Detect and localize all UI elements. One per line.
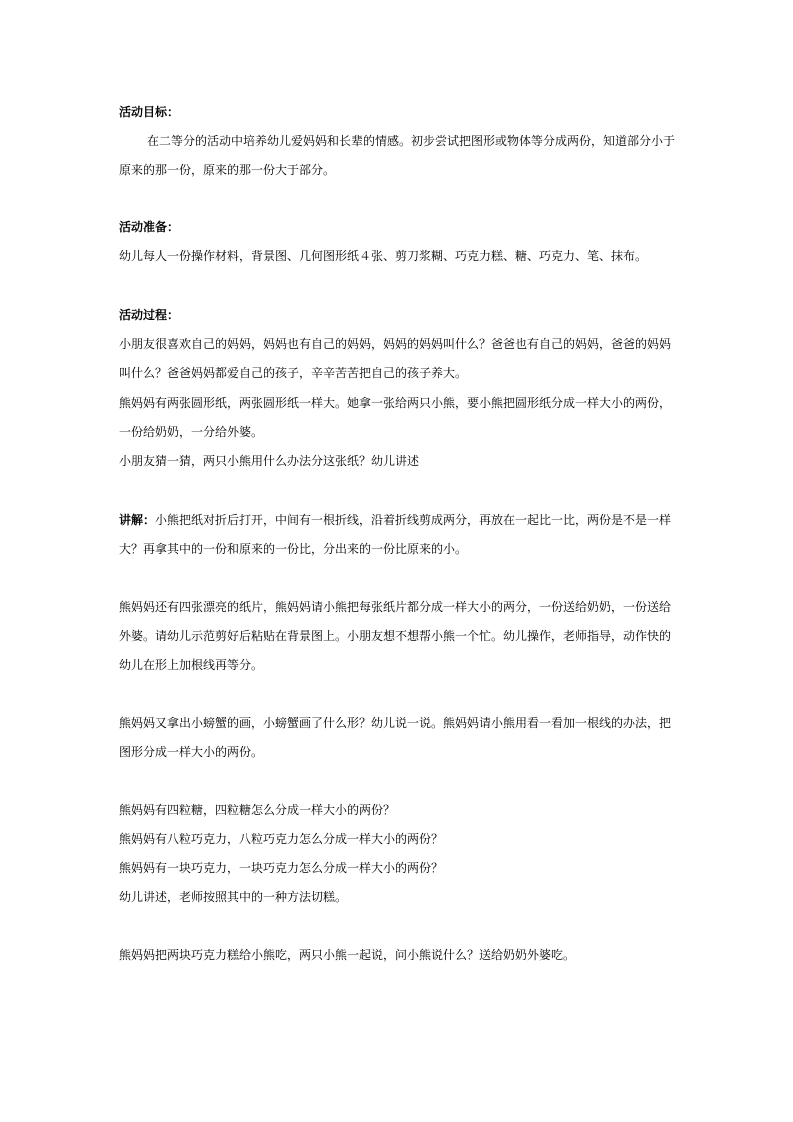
explain-label: 讲解：: [119, 513, 156, 527]
process-heading: 活动过程：: [119, 308, 180, 322]
para3-line-1: 熊妈妈又拿出小螃蟹的画，小螃蟹画了什么形？幼儿说一说。熊妈妈请小熊用看一看加一根线的办法，把: [119, 716, 672, 730]
para2-line-3: 幼儿在形上加根线再等分。: [119, 658, 264, 672]
para4-line-3: 熊妈妈有一块巧克力，一块巧克力怎么分成一样大小的两份？: [119, 861, 444, 875]
prep-heading: 活动准备：: [119, 220, 180, 234]
para2-line-2: 外婆。请幼儿示范剪好后粘贴在背景图上。小朋友想不想帮小熊一个忙。幼儿操作，老师指导，动作快的: [119, 629, 672, 643]
explain-line-2: 大？再拿其中的一份和原来的一份比，分出来的一份比原来的小。: [119, 542, 468, 556]
prep-line-1: 幼儿每人一份操作材料，背景图、几何图形纸４张、剪刀浆糊、巧克力糕、糖、巧克力、笔、抹布。: [119, 249, 648, 263]
para4-line-2: 熊妈妈有八粒巧克力，八粒巧克力怎么分成一样大小的两份？: [119, 832, 444, 846]
para5-line-1: 熊妈妈把两块巧克力糕给小熊吃，两只小熊一起说，问小熊说什么？送给奶奶外婆吃。: [119, 948, 576, 962]
process-line-3: 熊妈妈有两张圆形纸，两张圆形纸一样大。她拿一张给两只小熊，要小熊把圆形纸分成一样大小的两份，: [119, 396, 672, 410]
goal-heading: 活动目标：: [119, 105, 180, 119]
process-line-1: 小朋友很喜欢自己的妈妈，妈妈也有自己的妈妈，妈妈的妈妈叫什么？爸爸也有自己的妈妈，爸爸的妈妈: [119, 337, 672, 351]
process-line-2: 叫什么？爸爸妈妈都爱自己的孩子，辛辛苦苦把自己的孩子养大。: [119, 366, 468, 380]
explain-line-1: [119, 512, 679, 528]
explain-text-1: 小熊把纸对折后打开，中间有一根折线，沿着折线剪成两分，再放在一起比一比，两份是不是一样: [155, 513, 672, 527]
goal-line-1: 在二等分的活动中培养幼儿爱妈妈和长辈的情感。初步尝试把图形或物体等分成两份，知道部分小于: [147, 134, 676, 148]
para4-line-1: 熊妈妈有四粒糖，四粒糖怎么分成一样大小的两份？: [119, 803, 396, 817]
process-line-4: 一份给奶奶，一分给外婆。: [119, 425, 264, 439]
para2-line-1: 熊妈妈还有四张漂亮的纸片，熊妈妈请小熊把每张纸片都分成一样大小的两分，一份送给奶奶，一份送给: [119, 600, 672, 614]
process-line-5: 小朋友猜一猜，两只小熊用什么办法分这张纸？幼儿讲述: [119, 454, 420, 468]
goal-line-2: 原来的那一份，原来的那一份大于部分。: [119, 163, 336, 177]
para4-line-4: 幼儿讲述，老师按照其中的一种方法切糕。: [119, 890, 348, 904]
para3-line-2: 图形分成一样大小的两份。: [119, 745, 264, 759]
